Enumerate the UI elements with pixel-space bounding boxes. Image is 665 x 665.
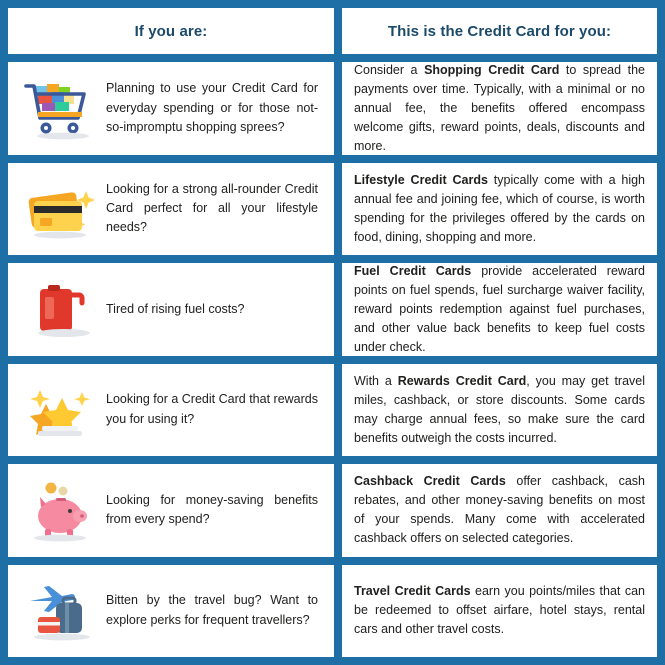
answer-pre: Consider a — [354, 62, 425, 77]
answer-text — [354, 582, 645, 639]
question-cell-travel — [8, 565, 334, 658]
fuel-can-icon — [14, 272, 106, 346]
answer-card-type: Rewards Credit Card — [397, 373, 527, 388]
answer-post: provide accelerated reward points on fuel spends, fuel surcharge waiver facility, reward points redemption against fuel purchases, and other value back benefits to keep fuel costs under check. — [354, 263, 646, 354]
answer-post: offer cashback, cash rebates, and other money-saving benefits on most of your spends. Many come with accelerated cashback offers on selected categories. — [354, 474, 645, 546]
credit-cards-icon — [14, 172, 106, 246]
table-row — [8, 364, 657, 457]
question-cell-fuel — [8, 263, 334, 356]
answer-post: earn you points/miles that can be redeemed to offset airfare, hotel stays, rental cars and other travel costs. — [354, 584, 645, 637]
answer-cell-travel — [342, 565, 657, 658]
answer-pre: With a — [354, 373, 398, 388]
piggy-bank-icon — [14, 473, 106, 547]
question-cell-shopping — [8, 62, 334, 155]
travel-luggage-icon — [14, 574, 106, 648]
answer-text — [354, 372, 645, 448]
question-cell-rewards — [8, 364, 334, 457]
shopping-cart-icon — [14, 71, 106, 145]
table-row — [8, 62, 657, 155]
header-label-right: This is the Credit Card for you: — [387, 22, 612, 40]
star-rewards-icon — [14, 373, 106, 447]
question-text: Bitten by the travel bug? Want to explore perks for frequent travellers? — [106, 593, 318, 627]
question-text: Looking for a Credit Card that rewards you for using it? — [106, 392, 318, 426]
table-row — [8, 464, 657, 557]
table-row — [8, 263, 657, 356]
question-cell-cashback — [8, 464, 334, 557]
question-text: Tired of rising fuel costs? — [106, 301, 245, 316]
answer-card-type: Fuel Credit Cards — [354, 263, 472, 278]
answer-post: to spread the payments over time. Typically, with a minimal or no annual fee, the benefits offered encompass welcome gifts, reward points, deals, discounts and more. — [354, 62, 645, 153]
header-label-left: If you are: — [134, 22, 208, 40]
question-cell-lifestyle — [8, 163, 334, 256]
answer-cell-fuel — [342, 263, 657, 356]
question-text: Planning to use your Credit Card for everyday spending or for those not-so-impromptu shopping sprees? — [106, 81, 318, 134]
answer-cell-lifestyle — [342, 163, 657, 256]
question-text: Looking for money-saving benefits from every spend? — [106, 492, 318, 527]
answer-text — [354, 61, 645, 156]
answer-cell-shopping — [342, 62, 657, 155]
answer-text — [354, 171, 645, 247]
answer-card-type: Cashback Credit Cards — [354, 474, 506, 489]
question-text: Looking for a strong all-rounder Credit Card perfect for all your lifestyle needs? — [106, 181, 318, 235]
answer-card-type: Shopping Credit Card — [424, 62, 560, 77]
answer-post: , you may get travel miles, cashback, or store discounts. Some cards may charge annual fees, so make sure the card benefits outweigh the costs incurred. — [354, 373, 646, 445]
answer-card-type: Lifestyle Credit Cards — [354, 172, 488, 187]
answer-text — [354, 262, 645, 357]
answer-text — [354, 472, 645, 548]
table-body — [8, 62, 657, 657]
header-cell-if-you-are — [8, 8, 334, 54]
header-cell-credit-card-for-you — [342, 8, 657, 54]
table-row — [8, 163, 657, 256]
table-row — [8, 565, 657, 658]
answer-card-type: Travel Credit Cards — [354, 584, 471, 599]
answer-post: typically come with a high annual fee and joining fee, which of course, is worth spending for the privileges offered by the cards on food, dining, shopping and more. — [354, 172, 645, 244]
table-header-row — [8, 8, 657, 54]
answer-cell-cashback — [342, 464, 657, 557]
answer-cell-rewards — [342, 364, 657, 457]
